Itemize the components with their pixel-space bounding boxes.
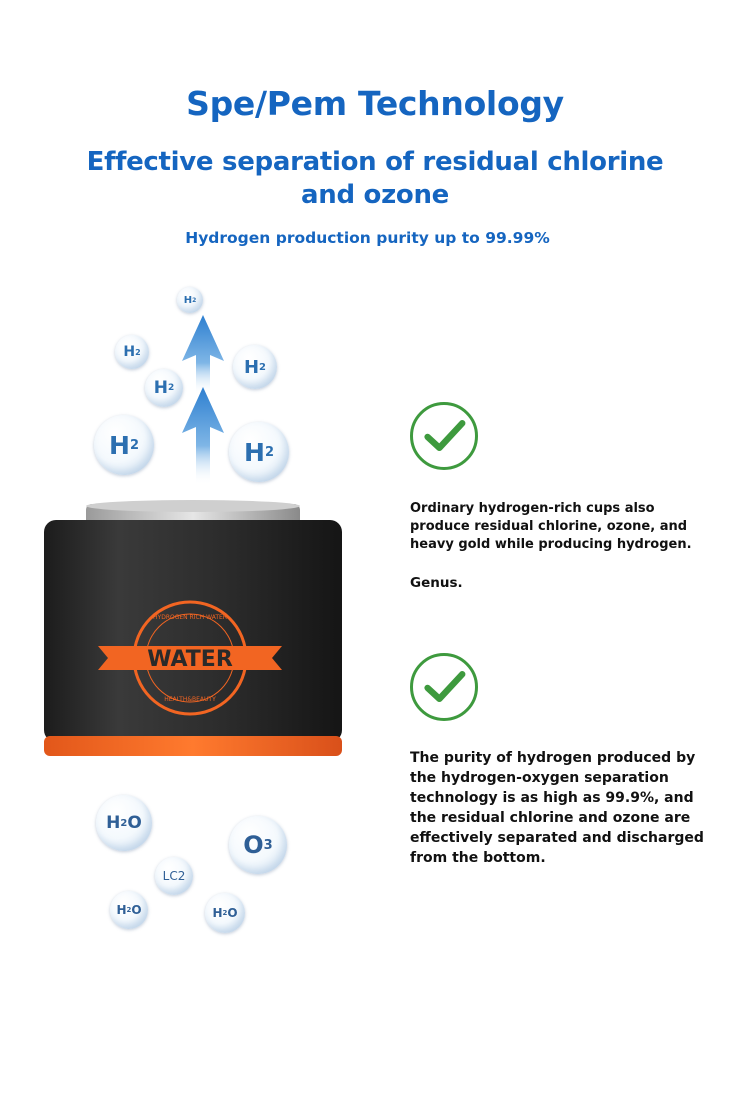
- chlorine-bubble: LC2: [155, 857, 193, 895]
- brand-wordmark: WATER: [147, 647, 233, 672]
- hydrogen-bubble-icon: H 2: [229, 422, 289, 482]
- upward-arrow-icon: [178, 315, 228, 485]
- page-title: Spe/Pem Technology: [186, 84, 564, 123]
- purity-statement: Hydrogen production purity up to 99.99%: [185, 229, 550, 247]
- hydrogen-bubble-icon: H 2: [233, 345, 277, 389]
- page-subtitle: Effective separation of residual chlorine and ozone: [86, 147, 664, 210]
- ozone-bubble: O 3: [229, 816, 287, 874]
- check-circle-icon: [410, 653, 478, 721]
- brand-arc-bottom: HEALTH&BEAUTY: [164, 696, 216, 703]
- point-2-text: The purity of hydrogen produced by the hydrogen-oxygen separation technology is as high as 99.9%, and the residual chlorine and ozone are effectively separated and discharged from the bottom.: [410, 750, 704, 866]
- hydrogen-bubble-icon: H 2: [94, 415, 154, 475]
- check-circle-icon: [410, 402, 478, 470]
- hydrogen-water-device-image: [40, 498, 346, 760]
- hydrogen-bubble-icon: H 2: [145, 369, 183, 407]
- water-molecule-bubble: H 2 O: [205, 893, 245, 933]
- point-1-text: Ordinary hydrogen-rich cups also produce residual chlorine, ozone, and heavy gold while producing hydrogen.: [410, 501, 692, 552]
- brand-arc-top: HYDROGEN RICH WATER: [153, 614, 227, 621]
- hydrogen-bubble-icon: H 2: [177, 287, 203, 313]
- hydrogen-bubble-icon: H 2: [115, 335, 149, 369]
- water-molecule-bubble: H 2 O: [110, 891, 148, 929]
- point-1-note: Genus.: [410, 575, 463, 591]
- water-molecule-bubble: H 2 O: [96, 795, 152, 851]
